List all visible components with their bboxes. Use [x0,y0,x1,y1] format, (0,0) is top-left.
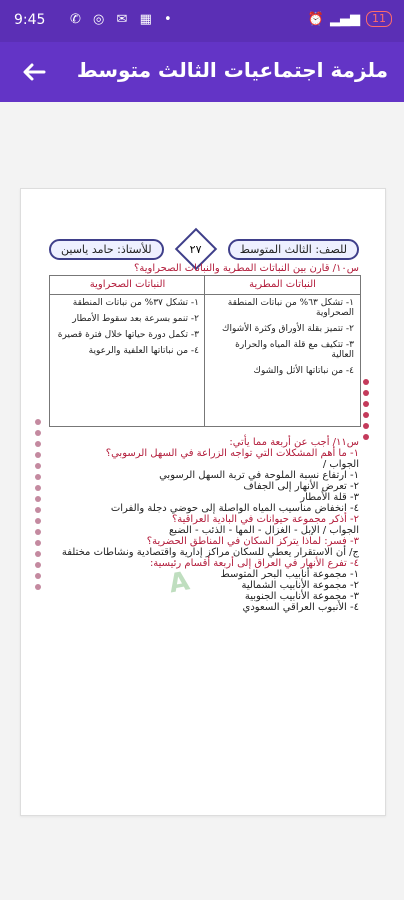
table-cell: ٢- تنمو بسرعة بعد سقوط الأمطار [72,314,199,324]
whatsapp-icon: ✆ [70,12,85,27]
document-viewer[interactable] [0,102,404,900]
table-cell: ٣- تكمل دورة حياتها خلال فترة قصيرة [57,330,199,340]
back-button[interactable] [18,56,50,88]
status-bar [0,0,404,42]
signal-icon: ▂▄▆ [330,11,360,27]
messenger-icon: ◎ [93,12,109,27]
table-head-left: النباتات الصحراوية [50,276,205,295]
table-col-left [50,276,205,426]
table-cell: ٣- تتكيف مع قلة المياه والحرارة العالية [235,340,354,360]
page-number-badge: ٢٧ [174,228,216,270]
status-notification-icons [70,12,176,27]
arrow-left-icon [18,56,50,88]
status-system-icons [308,11,392,27]
teacher-badge: للأستاذ: حامد ياسين [49,239,164,260]
question-list: س١١/ أجب عن أربعة مما يأتي: ١- ما أهم المشكلات التي تواجه الزراعة في السهل الرسوبي؟ الجواب / ١- ارتفاع نسبة الملوحة في تربة السهل الرسوبي ٢- تعرض الأنهار إلى الجفاف ٣- قلة الأمطار ٤- انخفاض مناسيب المياه الواصلة إلى حوضي دجلة والفرات ٢- أذكر مجموعة حيوانات في البادية العراقية؟ الجواب / الإبل - الغزال - المها - الذئب - الضبع ٣- فسر: لماذا يتركز السكان في المناطق الحضرية؟ ج/ أن الاستقرار يعطي للسكان مراكز إدارية واقتصادية ونشاطات مختلفة ٤- تفرع الأنهار في العراق إلى أربعة أقسام رئيسية: ١- مجموعة أنابيب البحر المتوسط ٢- مجموعة الأنابيب الشمالية ٣- مجموعة الأنابيب الجنوبية ٤- الأنبوب العراقي السعودي [49,437,359,613]
table-cell: ١- تشكل ٣٧% من نباتات المنطقة [72,298,199,308]
right-margin-decoration [363,379,371,479]
dot-icon: • [164,12,176,27]
left-margin-decoration [35,419,43,879]
table-head-right: النباتات المطرية [205,276,360,295]
comparison-table [49,275,361,427]
table-cell: ٤- من نباتاتها الأثل والشوك [253,366,354,376]
app-bar [0,42,404,102]
status-time: 9:45 [14,12,46,28]
watermark-logo: A [166,566,192,600]
table-cell: ١- تشكل ٦٣% من نباتات المنطقة الصحراوية [227,298,354,318]
subject-badge: للصف: الثالث المتوسط [228,239,359,260]
answer-label: الجواب / [322,459,359,470]
page-header [49,237,359,261]
battery-indicator: 11 [366,11,392,27]
mail-icon: ✉ [116,12,132,27]
page-title: ملزمة اجتماعيات الثالث متوسط [76,58,388,82]
table-cell: ٢- تتميز بقلة الأوراق وكثرة الأشواك [222,324,354,334]
alarm-icon: ⏰ [307,11,324,27]
app-icon: ▦ [139,12,156,27]
table-col-right [204,276,360,426]
question-compare: س١٠/ قارن بين النباتات المطرية والنباتات الصحراوية؟ [134,263,359,274]
table-cell: ٤- من نباتاتها العلفية والرعوية [88,346,199,356]
document-page[interactable] [20,188,386,816]
